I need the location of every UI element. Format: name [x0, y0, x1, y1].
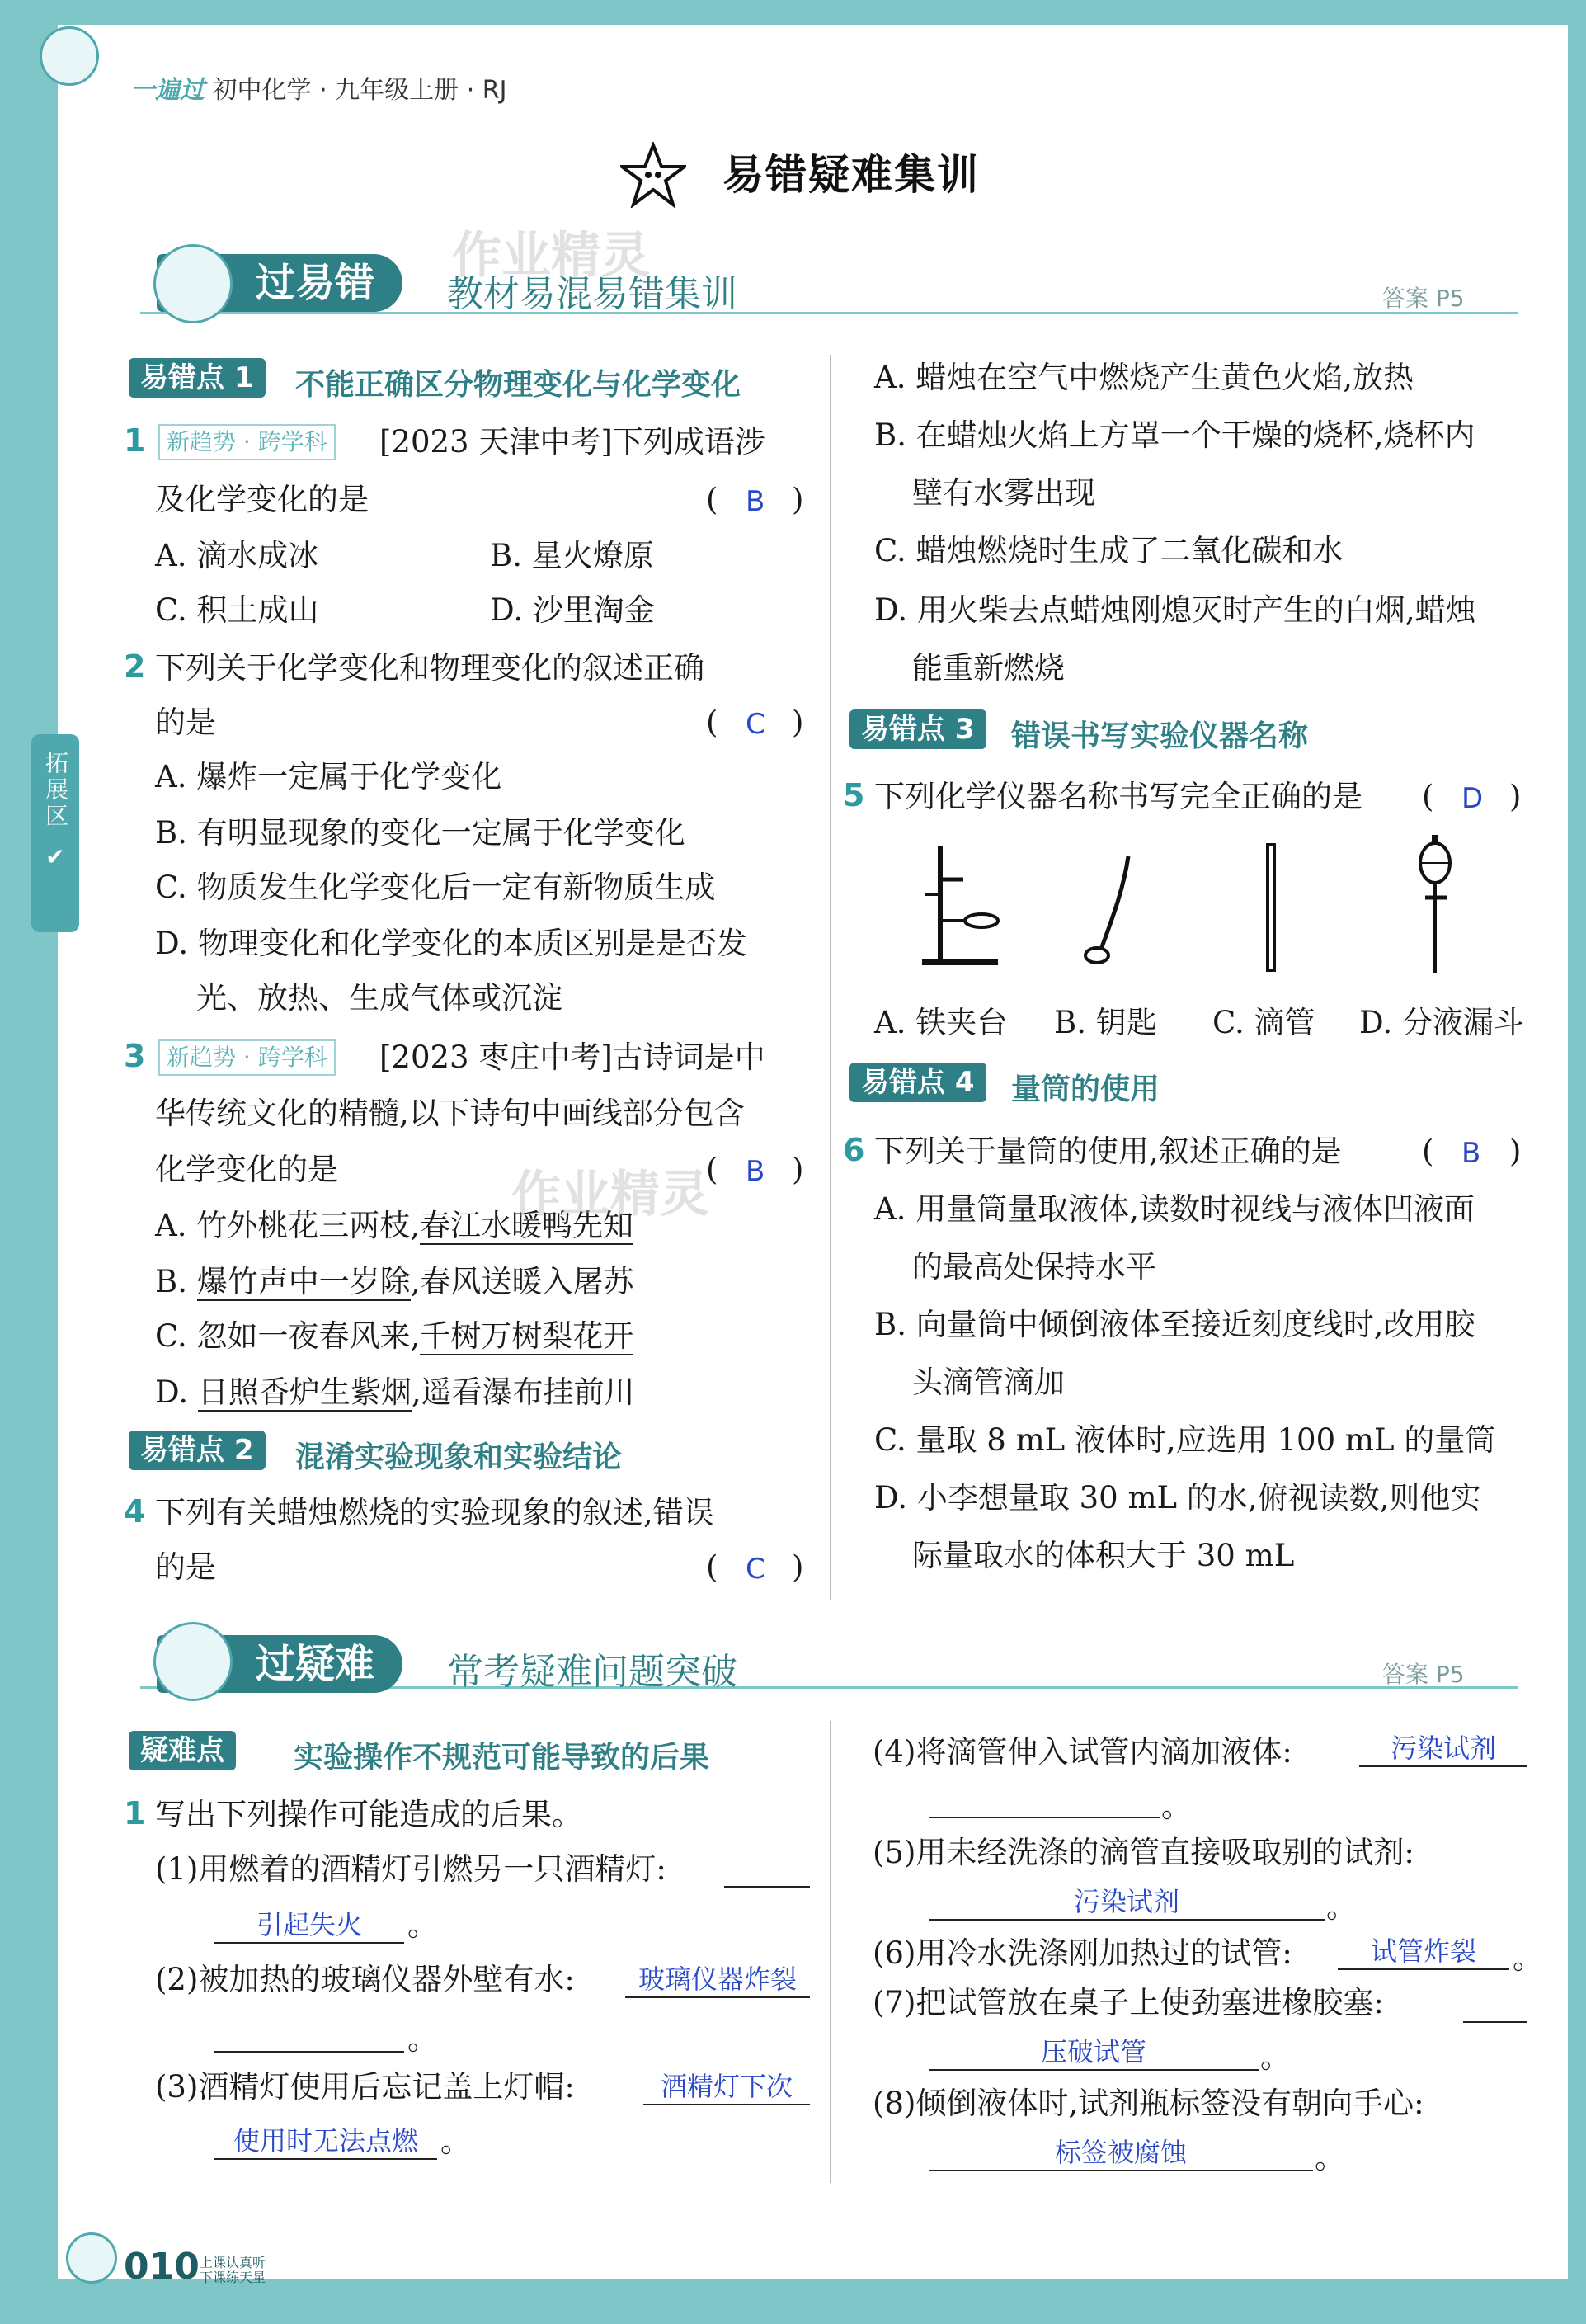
- q3-option-d: [155, 1373, 635, 1412]
- h1-stem: 写出下列操作可能造成的后果。: [155, 1797, 582, 1832]
- h1-item-5: (5)用未经洗涤的滴管直接吸取别的试剂:: [873, 1835, 1414, 1870]
- q1-number: 1: [124, 422, 146, 459]
- footer-slogan: [200, 2256, 266, 2285]
- q6-option-b-2: 头滴管滴加: [912, 1365, 1065, 1400]
- q4-paren-open: (: [706, 1549, 718, 1585]
- q2-paren-close: ): [792, 705, 804, 740]
- q5-option-d: D. 分液漏斗: [1359, 1005, 1524, 1040]
- q4-stem-2: 的是: [155, 1549, 216, 1585]
- dropper-icon: [1259, 841, 1283, 977]
- watermark: 作业精灵: [452, 227, 650, 285]
- right-border: [1568, 0, 1586, 2324]
- q1-stem: [2023 天津中考]下列成语涉: [379, 424, 765, 460]
- q2-paren-open: (: [706, 705, 718, 740]
- series-name: 一遍过: [130, 76, 205, 105]
- q2-option-a: A. 爆炸一定属于化学变化: [155, 759, 502, 794]
- q2-stem: 下列关于化学变化和物理变化的叙述正确: [155, 650, 704, 686]
- q4-option-b: B. 在蜡烛火焰上方罩一个干燥的烧杯,烧杯内: [874, 417, 1475, 453]
- q3-d-text: ,遥看瀑布挂前川: [411, 1374, 635, 1410]
- q2-answer: C: [746, 708, 765, 741]
- check-icon: ✔: [45, 843, 65, 870]
- q5-answer: D: [1461, 782, 1484, 815]
- q4-number: 4: [124, 1493, 146, 1530]
- q4-option-d-2: 能重新燃烧: [912, 650, 1065, 686]
- h1-answer-1: 引起失火: [214, 1904, 404, 1944]
- h1-item-7: (7)把试管放在桌子上使劲塞进橡胶塞:: [873, 1985, 1384, 2020]
- point4-tag: 易错点 4: [849, 1063, 986, 1102]
- q3-b-text: ,春风送暖入屠苏: [410, 1264, 634, 1299]
- q3-d-underlined: 日照香炉生紫烟: [197, 1374, 412, 1410]
- q3-answer: B: [746, 1155, 765, 1188]
- section1-label: 过易错: [157, 254, 402, 312]
- q4-option-b-2: 壁有水雾出现: [912, 475, 1095, 511]
- point2-title: 混淆实验现象和实验结论: [295, 1440, 623, 1474]
- h1-blank-7a: [1463, 2021, 1527, 2023]
- q6-paren-open: (: [1422, 1134, 1434, 1169]
- q6-stem: 下列关于量筒的使用,叙述正确的是: [874, 1134, 1342, 1169]
- slogan-line-1: 上课认真听: [200, 2255, 266, 2270]
- point4-title: 量筒的使用: [1011, 1072, 1160, 1106]
- h1-item-3: (3)酒精灯使用后忘记盖上灯帽:: [155, 2069, 575, 2105]
- q3-stem-3: 化学变化的是: [155, 1152, 338, 1187]
- q3-stem-2: 华传统文化的精髓,以下诗句中画线部分包含: [155, 1096, 745, 1131]
- h1-period-8: 。: [1315, 2140, 1345, 2176]
- q1-option-d: D. 沙里淘金: [490, 592, 655, 628]
- h1-item-1: (1)用燃着的酒精灯引燃另一只酒精灯:: [155, 1851, 666, 1887]
- h1-answer-3b: 使用时无法点燃: [214, 2120, 437, 2160]
- h1-period-2: 。: [407, 2021, 438, 2057]
- q1-option-b: B. 星火燎原: [490, 538, 654, 573]
- h1-period-1: 。: [407, 1907, 438, 1943]
- q4-option-d: D. 用火柴去点蜡烛刚熄灭时产生的白烟,蜡烛: [874, 592, 1476, 628]
- section2-subtitle: 常考疑难问题突破: [447, 1651, 737, 1693]
- hard-point-title: 实验操作不规范可能导致的后果: [294, 1741, 710, 1775]
- section1-answer-ref: 答案 P5: [1382, 285, 1465, 312]
- q4-answer: C: [746, 1553, 765, 1586]
- q3-paren-open: (: [706, 1152, 718, 1187]
- q2-stem-2: 的是: [155, 705, 216, 740]
- q1-option-c: C. 积土成山: [155, 592, 319, 628]
- q1-tag: 新趋势 · 跨学科: [158, 424, 336, 460]
- q1-answer: B: [746, 485, 765, 518]
- q5-number: 5: [843, 777, 865, 813]
- column-divider: [830, 355, 831, 1600]
- section1-mascot: [153, 244, 233, 323]
- page-number: 010: [124, 2246, 200, 2288]
- q6-paren-close: ): [1509, 1134, 1522, 1169]
- q3-paren-close: ): [792, 1152, 804, 1187]
- side-tab: [31, 734, 79, 932]
- slogan-line-2: 下课练天星: [200, 2270, 266, 2285]
- point3-tag: 易错点 3: [849, 709, 986, 749]
- h1-period-4: 。: [1161, 1789, 1192, 1824]
- top-border: [0, 0, 1586, 25]
- q5-paren-open: (: [1422, 779, 1434, 814]
- point3-title: 错误书写实验仪器名称: [1011, 719, 1309, 753]
- q6-option-c: C. 量取 8 mL 液体时,应选用 100 mL 的量筒: [874, 1422, 1496, 1458]
- point1-tag: 易错点 1: [129, 358, 266, 398]
- h1-answer-6: 试管炸裂: [1338, 1930, 1509, 1970]
- separatory-funnel-icon: [1410, 833, 1460, 985]
- page-title: 易错疑难集训: [722, 151, 980, 199]
- h1-blank-1a: [724, 1886, 810, 1888]
- q3-d-prefix: D.: [155, 1374, 198, 1410]
- h1-period-5: 。: [1326, 1889, 1357, 1925]
- q3-b-underlined: 爆竹声中一岁除: [196, 1264, 411, 1299]
- q4-option-c: C. 蜡烛燃烧时生成了二氧化碳和水: [874, 533, 1344, 568]
- q4-stem: 下列有关蜡烛燃烧的实验现象的叙述,错误: [155, 1495, 714, 1530]
- q4-paren-close: ): [792, 1549, 804, 1585]
- q3-b-prefix: B.: [155, 1264, 197, 1299]
- q5-stem: 下列化学仪器名称书写完全正确的是: [874, 779, 1362, 814]
- h1-item-2: (2)被加热的玻璃仪器外壁有水:: [155, 1962, 575, 1997]
- q3-a-text: A. 竹外桃花三两枝,: [155, 1208, 421, 1243]
- left-border: [0, 0, 58, 2324]
- h1-answer-8: 标签被腐蚀: [929, 2132, 1313, 2171]
- spoon-icon: [1077, 850, 1143, 977]
- q3-option-c: [155, 1317, 633, 1356]
- q3-c-underlined: 千树万树梨花开: [420, 1318, 634, 1354]
- q2-option-b: B. 有明显现象的变化一定属于化学变化: [155, 815, 685, 851]
- footer-mascot: [66, 2232, 117, 2284]
- h1-period-6: 。: [1513, 1940, 1543, 1976]
- q6-option-d: D. 小李想量取 30 mL 的水,俯视读数,则他实: [874, 1480, 1481, 1516]
- section1-subtitle: 教材易混易错集训: [447, 273, 737, 315]
- h1-item-6: (6)用冷水洗涤刚加热过的试管:: [873, 1935, 1292, 1971]
- h1-item-4: (4)将滴管伸入试管内滴加液体:: [873, 1734, 1292, 1770]
- q3-c-text: C. 忽如一夜春风来,: [155, 1318, 421, 1354]
- h1-blank-4b: [929, 1817, 1160, 1818]
- bottom-border: [0, 2279, 1586, 2324]
- point2-tag: 易错点 2: [129, 1431, 266, 1470]
- book-name: 初中化学 · 九年级上册 · RJ: [212, 76, 507, 105]
- q5-option-c: C. 滴管: [1212, 1005, 1315, 1040]
- header: [130, 69, 506, 106]
- point1-title: 不能正确区分物理变化与化学变化: [295, 368, 741, 402]
- q6-answer: B: [1461, 1137, 1481, 1170]
- q2-number: 2: [124, 648, 146, 685]
- h1-answer-4: 污染试剂: [1359, 1728, 1527, 1767]
- q3-option-b: [155, 1262, 633, 1302]
- q5-option-b: B. 钥匙: [1054, 1005, 1157, 1040]
- h1-number: 1: [124, 1795, 146, 1831]
- section2-answer-ref: 答案 P5: [1382, 1661, 1465, 1688]
- q6-number: 6: [843, 1132, 865, 1168]
- section2-mascot: [153, 1622, 233, 1701]
- q1-stem-2: 及化学变化的是: [155, 482, 369, 517]
- h1-item-8: (8)倾倒液体时,试剂瓶标签没有朝向手心:: [873, 2086, 1424, 2121]
- column-divider-2: [830, 1721, 831, 2183]
- section2-label: 过疑难: [157, 1635, 402, 1693]
- q3-stem: [2023 枣庄中考]古诗词是中: [379, 1039, 765, 1075]
- hard-point-tag: 疑难点: [129, 1731, 236, 1770]
- iron-stand-icon: [915, 838, 1006, 973]
- h1-period-3: 。: [440, 2124, 471, 2159]
- q5-option-a: A. 铁夹台: [874, 1005, 1008, 1040]
- q6-option-b: B. 向量筒中倾倒液体至接近刻度线时,改用胶: [874, 1307, 1475, 1342]
- h1-answer-5: 污染试剂: [929, 1881, 1325, 1921]
- q3-tag: 新趋势 · 跨学科: [158, 1039, 336, 1076]
- h1-answer-2: 玻璃仪器炸裂: [625, 1959, 810, 1998]
- watermark-2: 作业精灵: [511, 1166, 709, 1223]
- h1-period-7: 。: [1260, 2039, 1291, 2075]
- q1-paren-open: (: [706, 482, 718, 517]
- q6-option-a: A. 用量筒量取液体,读数时视线与液体凹液面: [874, 1191, 1475, 1227]
- q2-option-d: D. 物理变化和化学变化的本质区别是是否发: [155, 926, 747, 961]
- q2-option-d-2: 光、放热、生成气体或沉淀: [196, 980, 562, 1016]
- q6-option-d-2: 际量取水的体积大于 30 mL: [912, 1538, 1295, 1573]
- q2-option-c: C. 物质发生化学变化后一定有新物质生成: [155, 870, 716, 905]
- star-icon: [620, 142, 686, 211]
- q3-a-underlined: 春江水暖鸭先知: [420, 1208, 634, 1243]
- q1-paren-close: ): [792, 482, 804, 517]
- h1-answer-3a: 酒精灯下次: [643, 2066, 810, 2105]
- q1-option-a: A. 滴水成冰: [155, 538, 319, 573]
- section1-underline: [140, 312, 1518, 314]
- q4-option-a: A. 蜡烛在空气中燃烧产生黄色火焰,放热: [874, 360, 1414, 395]
- q3-number: 3: [124, 1038, 146, 1074]
- h1-blank-2b: [214, 2051, 404, 2053]
- h1-answer-7: 压破试管: [929, 2031, 1259, 2071]
- q6-option-a-2: 的最高处保持水平: [912, 1249, 1156, 1285]
- side-tab-label: 拓展区: [42, 751, 69, 830]
- mascot-logo: [40, 26, 99, 86]
- q5-paren-close: ): [1509, 779, 1522, 814]
